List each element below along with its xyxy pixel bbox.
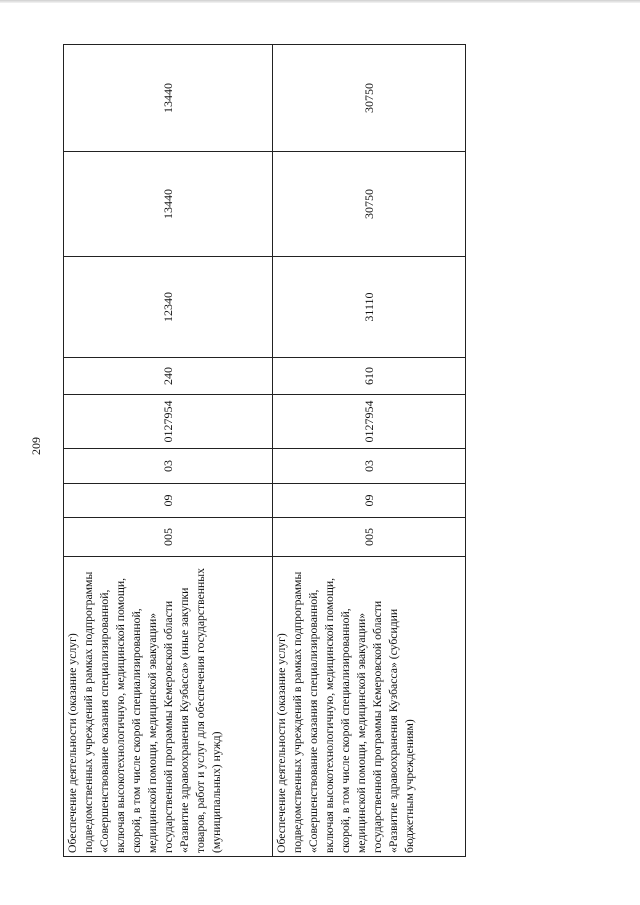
row-1-value-1: 12340 (64, 257, 273, 358)
row-1-subsection-code: 03 (64, 449, 273, 484)
row-1-value-3: 13440 (64, 45, 273, 152)
row-2-description: Обеспечение деятельности (оказание услуг) подведомственных учреждений в рамках подпрограммы «Совершенствование оказания специализированной, включая высокотехнологичную, медицинской помощи, скорой, в том числе скорой специализированной, медицинской помощи, медицинской эвакуации» государственной программы Кемеровской области «Развитие здравоохранения Кузбасса» (субсидии бюджетным учреждениям) (273, 557, 466, 857)
scan-edge (0, 0, 640, 3)
row-2-ministry-code: 005 (273, 518, 466, 557)
row-1-value-2: 13440 (64, 152, 273, 257)
row-2-subsection-code: 03 (273, 449, 466, 484)
row-2-expense-type: 610 (273, 358, 466, 395)
table-row (273, 45, 466, 857)
row-1-section-code: 09 (64, 484, 273, 518)
row-2-value-2: 30750 (273, 152, 466, 257)
row-2-section-code: 09 (273, 484, 466, 518)
row-2-value-1: 31110 (273, 257, 466, 358)
row-1-target-article: 0127954 (64, 395, 273, 449)
budget-table (63, 44, 466, 857)
table-wrapper (63, 45, 465, 857)
page-number: 209 (29, 437, 43, 455)
rotated-table-area (63, 45, 465, 857)
row-1-description: Обеспечение деятельности (оказание услуг) подведомственных учреждений в рамках подпрограммы «Совершенствование оказания специализированной, включая высокотехнологичную, медицинской помощи, скорой, в том числе скорой специализированной, медицинской помощи, медицинской эвакуации» государственной программы Кемеровской области «Развитие здравоохранения Кузбасса» (иные закупки товаров, работ и услуг для обеспечения государственных (муниципальных) нужд) (64, 557, 273, 857)
row-1-expense-type: 240 (64, 358, 273, 395)
table-row (64, 45, 273, 857)
row-2-value-3: 30750 (273, 45, 466, 152)
row-2-target-article: 0127954 (273, 395, 466, 449)
row-1-ministry-code: 005 (64, 518, 273, 557)
